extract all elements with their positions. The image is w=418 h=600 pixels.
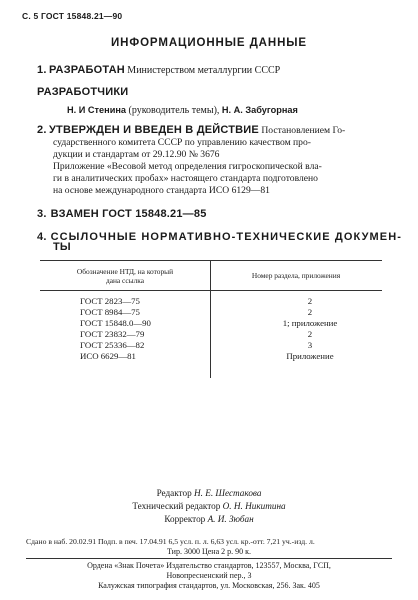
table-header-rule: [40, 290, 382, 291]
section-2-line-3: дукции и стандартам от 29.12.90 № 3676: [53, 149, 220, 160]
section-4-line-1: [37, 227, 402, 245]
section-2-line-1: [37, 125, 345, 137]
signature-editor-role: Редактор: [156, 488, 192, 498]
section-2-line-6: на основе международного стандарта ИСО 6129—81: [53, 185, 270, 196]
section-3-heading: ВЗАМЕН ГОСТ 15848.21—85: [50, 208, 207, 220]
signature-tech-editor: [0, 501, 418, 511]
developer-2-name: Н. А. Забугорная: [221, 105, 298, 115]
table-column-divider: [210, 260, 211, 378]
signature-tech-editor-role: Технический редактор: [132, 501, 221, 511]
developer-1-name: Н. И Стенина: [67, 105, 126, 115]
table-row-6-doc: ИСО 6629—81: [80, 351, 136, 361]
section-1-text: Министерством металлургии СССР: [127, 65, 281, 76]
page-title: ИНФОРМАЦИОННЫЕ ДАННЫЕ: [110, 37, 307, 49]
section-2-number: 2.: [37, 124, 47, 136]
table-row-3-doc: ГОСТ 15848.0—90: [80, 318, 151, 328]
section-3-number: 3.: [37, 208, 47, 220]
section-1-heading: РАЗРАБОТАН: [48, 64, 125, 76]
table-header-col-2: Номер раздела, приложения: [251, 271, 341, 280]
section-4-heading: ССЫЛОЧНЫЕ НОРМАТИВНО-ТЕХНИЧЕСКИЕ ДОКУМЕН-: [50, 231, 403, 243]
table-row-2-doc: ГОСТ 8984—75: [80, 307, 140, 317]
imprint-line-3: Ордена «Знак Почета» Издательство стандартов, 123557, Москва, ГСП,: [87, 561, 331, 570]
section-4-number: 4.: [37, 231, 47, 243]
section-1-number: 1.: [37, 64, 47, 76]
developer-1-role: (руководитель темы),: [128, 105, 220, 116]
imprint-line-1: Сдано в наб. 20.02.91 Подп. в печ. 17.04.91 6,5 усл. п. л. 6,63 усл. кр.-отт. 7,21 уч.-изд. л.: [26, 537, 315, 546]
signature-editor-name: Н. Е. Шестакова: [193, 488, 262, 498]
table-header-col-1-line-2: дана ссылка: [105, 275, 145, 285]
signature-tech-editor-name: О. Н. Никитина: [222, 501, 286, 511]
section-2-line-4: Приложение «Весовой метод определения гигроскопической вла-: [53, 161, 322, 172]
section-2-line-5: ги в аналитических пробах» настоящего стандарта подготовлено: [53, 173, 318, 184]
imprint-line-2: Тир. 3000 Цена 2 р. 90 к.: [166, 547, 251, 556]
section-4-line-2: ТЫ: [53, 241, 71, 253]
table-top-rule: [40, 260, 382, 261]
imprint-line-5: Калужская типография стандартов, ул. Московская, 256. Зак. 405: [98, 581, 320, 590]
section-2-line-2: сударственного комитета СССР по управлению качеством про-: [53, 137, 311, 148]
table-row-4-doc: ГОСТ 23832—79: [80, 329, 145, 339]
imprint-rule: [26, 558, 392, 559]
signature-corrector-name: А. И. Зюбан: [207, 514, 254, 524]
signature-editor: [0, 488, 418, 498]
table-row-5-doc: ГОСТ 25336—82: [80, 340, 145, 350]
table-row-1-doc: ГОСТ 2823—75: [80, 296, 140, 306]
page-header: С. 5 ГОСТ 15848.21—90: [22, 11, 123, 21]
table-header-col-1: [42, 268, 208, 285]
table-row-6-ref: Приложение: [286, 351, 334, 361]
table-header-col-1-line-1: Обозначение НТД, на который: [76, 267, 174, 276]
table-row-4-ref: 2: [307, 329, 313, 339]
table-row-5-ref: 3: [307, 340, 313, 350]
developers-heading: РАЗРАБОТЧИКИ: [37, 86, 129, 98]
section-2-heading: УТВЕРЖДЕН И ВВЕДЕН В ДЕЙСТВИЕ: [48, 124, 259, 136]
signature-corrector: [0, 514, 418, 524]
imprint-line-4: Новопресненский пер., 3: [166, 571, 252, 580]
section-2-text-1: Постановлением Го-: [261, 125, 346, 136]
signature-corrector-role: Корректор: [164, 514, 206, 524]
section-3: [37, 204, 207, 222]
table-row-2-ref: 2: [307, 307, 313, 317]
table-row-3-ref: 1; приложение: [282, 318, 338, 328]
section-1: [37, 65, 280, 77]
developers-list: [67, 105, 298, 117]
table-row-1-ref: 2: [307, 296, 313, 306]
